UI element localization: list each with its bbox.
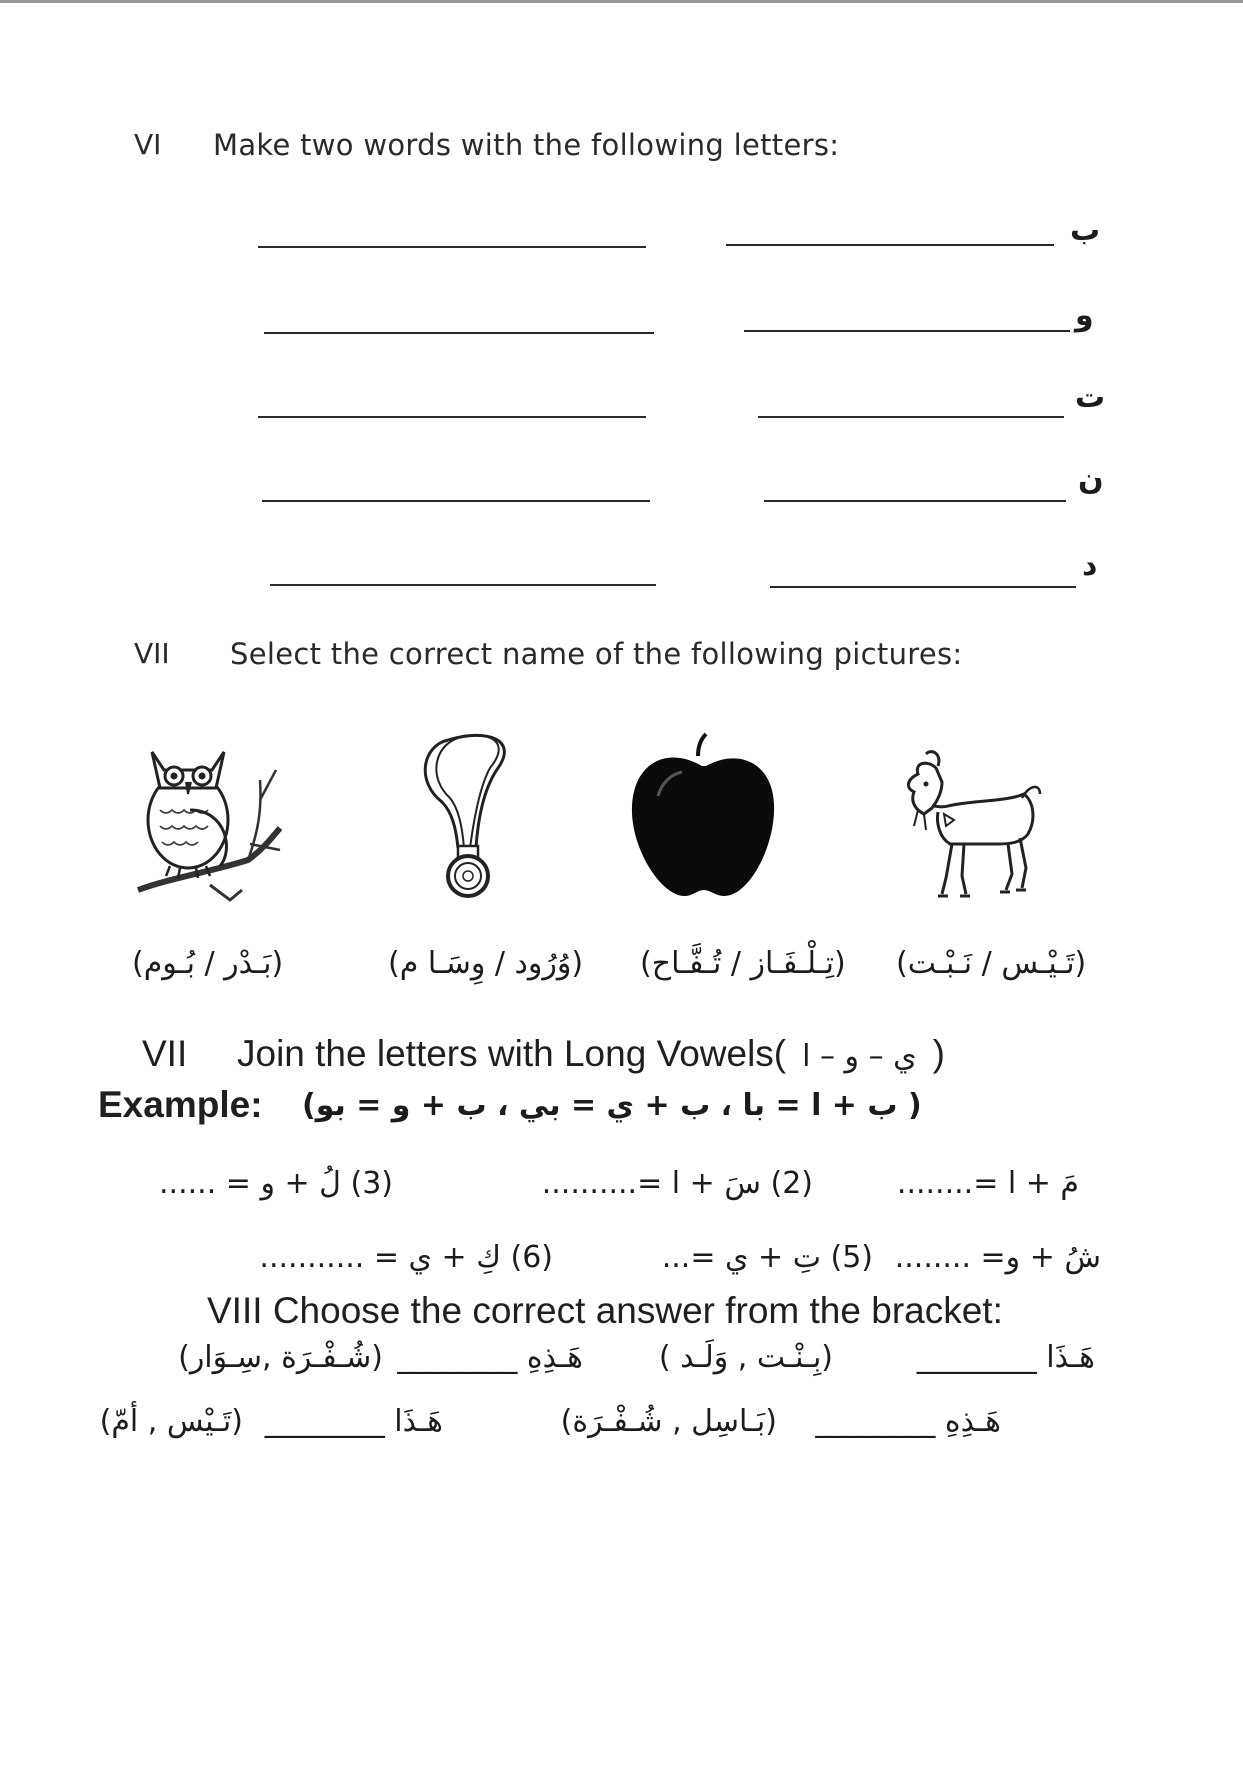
long-vowels: ي – و – ا <box>802 1039 917 1074</box>
top-border <box>0 0 1243 3</box>
answer-line[interactable] <box>258 246 646 248</box>
section-7-number: VII <box>134 637 170 670</box>
answer-line[interactable] <box>262 500 650 502</box>
example-text: ( ب + ا = با ، ب + ي = بي ، ب + و = بو) <box>302 1088 922 1123</box>
letter-nun: ن <box>1078 462 1104 497</box>
bracket-options-2: (شُـفْـرَة ,سِـوَار) <box>178 1340 383 1375</box>
answer-line[interactable] <box>764 500 1066 502</box>
join-item-4[interactable]: شُ + و= ........ <box>894 1240 1101 1275</box>
section-7-instruction: Select the correct name of the following pictures: <box>230 637 963 671</box>
answer-line[interactable] <box>770 586 1076 588</box>
section-8-heading: VIII Choose the correct answer from the bracket: <box>207 1290 1003 1331</box>
answer-line[interactable] <box>726 244 1054 246</box>
fill-blank-2[interactable]: هَـذِهِ ________ <box>397 1340 583 1375</box>
medal-picture <box>418 728 518 900</box>
letter-ba: ب <box>1070 213 1101 248</box>
answer-line[interactable] <box>270 584 656 586</box>
join-item-6[interactable]: (6) كِ + ي = ........... <box>259 1240 553 1275</box>
letter-ta: ت <box>1075 380 1106 415</box>
letter-dal: د <box>1082 548 1098 583</box>
section-7b-number: VII <box>142 1033 188 1074</box>
example-label: Example: <box>98 1084 263 1125</box>
fill-blank-1[interactable]: هَـذَا ________ <box>916 1340 1095 1375</box>
fill-blank-3[interactable]: هَـذِهِ ________ <box>815 1404 1001 1439</box>
picture-options-owl[interactable]: (بَـدْر / بُـوم) <box>132 946 284 981</box>
answer-line[interactable] <box>258 416 646 418</box>
join-item-1[interactable]: مَ + ا =........ <box>896 1166 1079 1201</box>
owl-picture <box>130 740 290 900</box>
join-item-3[interactable]: (3) لُ + و = ...... <box>159 1166 393 1201</box>
join-item-2[interactable]: (2) سَ + ا =.......... <box>541 1166 813 1201</box>
bracket-options-1: (بِـنْـت , وَلَـد ) <box>658 1340 833 1375</box>
answer-line[interactable] <box>264 332 654 334</box>
picture-options-goat[interactable]: (تَـيْـس / نَـبْـت) <box>896 946 1087 981</box>
bracket-options-4: (تَـيْس , أمّ) <box>99 1404 243 1439</box>
fill-blank-4[interactable]: هَـذَا ________ <box>264 1404 443 1439</box>
section-6-instruction: Make two words with the following letters: <box>213 128 840 162</box>
answer-line[interactable] <box>758 416 1064 418</box>
section-7b-instruction: Join the letters with Long Vowels( ي – و – ا ) <box>237 1033 945 1074</box>
section-6-number: VI <box>134 128 162 161</box>
picture-options-apple[interactable]: (تِـلْـفَـاز / تُـفَّـاح) <box>640 946 846 981</box>
bracket-options-3: (بَـاسِل , شُـفْـرَة) <box>560 1404 777 1439</box>
join-item-5[interactable]: (5) تِ + ي =... <box>661 1240 873 1275</box>
apple-picture <box>628 732 778 902</box>
letter-waw: و <box>1075 298 1094 333</box>
goat-picture <box>898 748 1048 900</box>
answer-line[interactable] <box>744 330 1070 332</box>
picture-options-medal[interactable]: (وُرُود / وِسَـا م) <box>388 946 584 981</box>
